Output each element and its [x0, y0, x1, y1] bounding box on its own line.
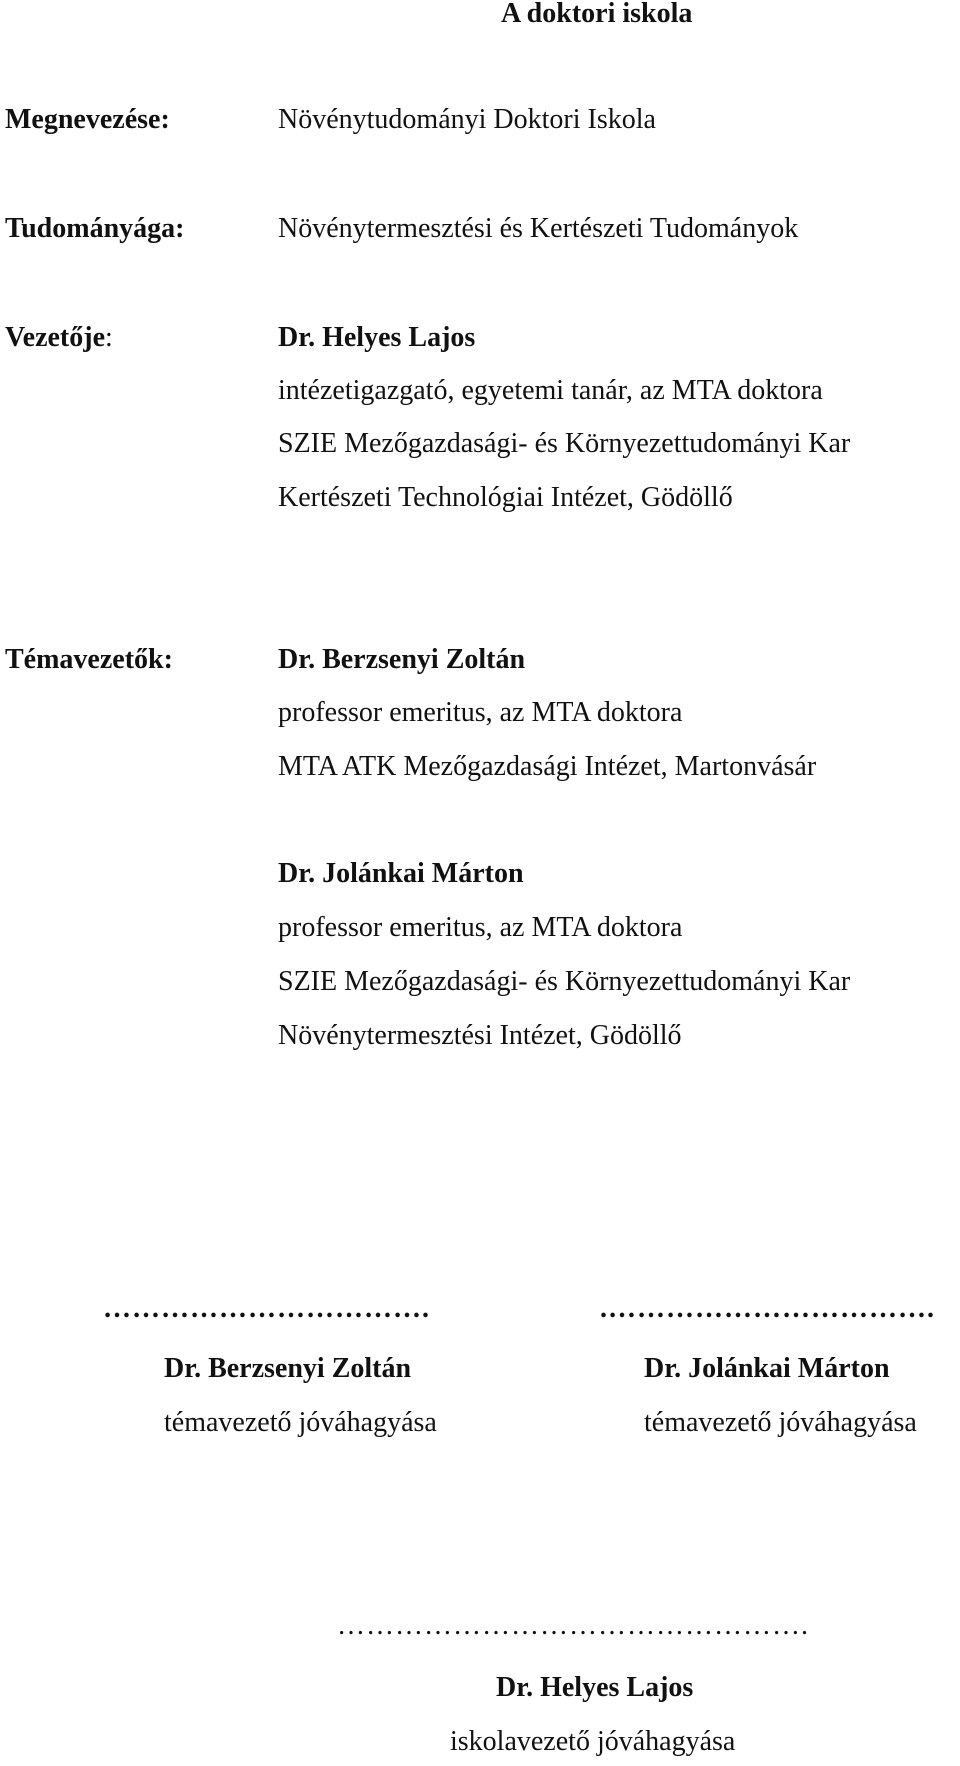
head-line: intézetigazgató, egyetemi tanár, az MTA doktora: [278, 375, 823, 406]
supervisors-label: Témavezetők:: [5, 644, 173, 675]
signature-line-bottom: ………………………………………….: [337, 1610, 809, 1641]
supervisor-line: professor emeritus, az MTA doktora: [278, 912, 683, 943]
signature-name-left: Dr. Berzsenyi Zoltán: [164, 1353, 412, 1384]
signature-role-right: témavezető jóváhagyása: [644, 1407, 917, 1438]
name-value: Növénytudományi Doktori Iskola: [278, 104, 656, 135]
head-label-colon: :: [105, 322, 113, 353]
supervisor-line: Növénytermesztési Intézet, Gödöllő: [278, 1020, 682, 1051]
page-title: A doktori iskola: [501, 0, 693, 29]
discipline-label: Tudományága:: [5, 213, 185, 244]
signature-line-right: .…………………………….: [600, 1293, 935, 1324]
head-name: Dr. Helyes Lajos: [278, 322, 476, 353]
head-line: Kertészeti Technológiai Intézet, Gödöllő: [278, 482, 733, 513]
signature-role-left: témavezető jóváhagyása: [164, 1407, 437, 1438]
supervisor-name: Dr. Berzsenyi Zoltán: [278, 644, 526, 675]
supervisor-line: professor emeritus, az MTA doktora: [278, 697, 683, 728]
signature-role-bottom: iskolavezető jóváhagyása: [450, 1726, 736, 1757]
signature-name-right: Dr. Jolánkai Márton: [644, 1353, 890, 1384]
head-line: SZIE Mezőgazdasági- és Környezettudományi Kar: [278, 428, 851, 459]
name-label: Megnevezése:: [5, 104, 170, 135]
supervisor-line: SZIE Mezőgazdasági- és Környezettudományi Kar: [278, 966, 851, 997]
signature-line-left: …………………………….: [103, 1293, 430, 1324]
head-label: [5, 322, 113, 354]
head-label-text: Vezetője: [5, 322, 106, 353]
supervisor-line: MTA ATK Mezőgazdasági Intézet, Martonvásár: [278, 751, 817, 782]
signature-name-bottom: Dr. Helyes Lajos: [496, 1672, 694, 1703]
discipline-value: Növénytermesztési és Kertészeti Tudományok: [278, 213, 799, 244]
supervisor-name: Dr. Jolánkai Márton: [278, 858, 524, 889]
